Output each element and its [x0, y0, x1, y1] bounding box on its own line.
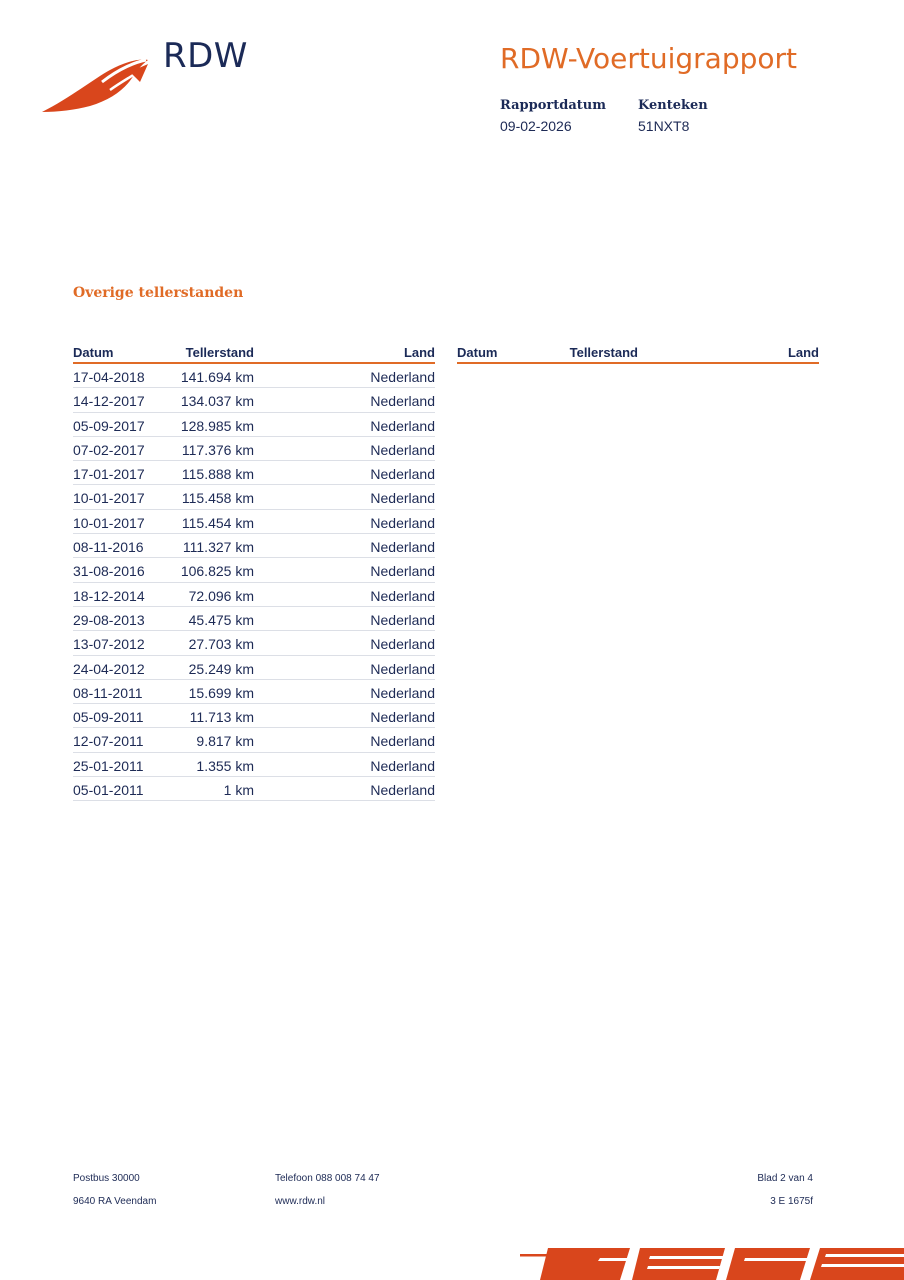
- table-row: [73, 485, 435, 509]
- col-header-date: Datum: [457, 345, 498, 360]
- table-row: [73, 680, 435, 704]
- table-body: [73, 364, 435, 801]
- cell-odometer: 117.376 km: [181, 441, 254, 458]
- cell-odometer: 25.249 km: [188, 660, 254, 677]
- col-header-odometer: Tellerstand: [185, 345, 254, 360]
- cell-odometer: 115.458 km: [181, 490, 254, 507]
- table-row: [73, 510, 435, 534]
- cell-country: Nederland: [370, 417, 435, 434]
- cell-date: 14-12-2017: [73, 393, 145, 410]
- cell-country: Nederland: [370, 466, 435, 483]
- table-row: [73, 728, 435, 752]
- footer-phone: Telefoon 088 008 74 47: [275, 1173, 380, 1184]
- cell-date: 13-07-2012: [73, 636, 145, 653]
- cell-country: Nederland: [370, 611, 435, 628]
- table-row: [73, 413, 435, 437]
- footer-web: www.rdw.nl: [275, 1196, 326, 1207]
- cell-date: 31-08-2016: [73, 563, 145, 580]
- cell-odometer: 1 km: [223, 782, 254, 799]
- plate-label: Kenteken: [638, 98, 708, 113]
- table-row: [73, 461, 435, 485]
- cell-odometer: 9.817 km: [196, 733, 254, 750]
- cell-odometer: 27.703 km: [188, 636, 254, 653]
- table-row: [73, 777, 435, 801]
- odometer-table-right: [457, 345, 819, 364]
- table-row: [73, 534, 435, 558]
- cell-date: 12-07-2011: [73, 733, 144, 750]
- footer-code: 3 E 1675f: [770, 1196, 813, 1207]
- table-row: [73, 583, 435, 607]
- cell-odometer: 111.327 km: [182, 539, 254, 556]
- cell-country: Nederland: [370, 757, 435, 774]
- cell-country: Nederland: [370, 490, 435, 507]
- table-row: [73, 631, 435, 655]
- cell-date: 10-01-2017: [73, 490, 145, 507]
- cell-odometer: 115.454 km: [181, 514, 254, 531]
- section-title: Overige tellerstanden: [73, 285, 244, 301]
- table-header: [73, 345, 435, 364]
- cell-date: 17-04-2018: [73, 369, 145, 385]
- cell-country: Nederland: [370, 441, 435, 458]
- cell-date: 25-01-2011: [73, 757, 144, 774]
- plate-value: 51NXT8: [638, 118, 690, 134]
- cell-odometer: 106.825 km: [180, 563, 254, 580]
- cell-country: Nederland: [370, 684, 435, 701]
- cell-country: Nederland: [370, 514, 435, 531]
- cell-odometer: 15.699 km: [188, 684, 254, 701]
- report-title: RDW-Voertuigrapport: [500, 42, 797, 75]
- table-row: [73, 753, 435, 777]
- cell-date: 05-01-2011: [73, 782, 144, 799]
- report-date-label: Rapportdatum: [500, 98, 606, 113]
- cell-odometer: 45.475 km: [188, 611, 254, 628]
- cell-country: Nederland: [370, 636, 435, 653]
- cell-date: 18-12-2014: [73, 587, 145, 604]
- table-row: [73, 558, 435, 582]
- cell-date: 05-09-2017: [73, 417, 145, 434]
- cell-country: Nederland: [370, 393, 435, 410]
- cell-odometer: 128.985 km: [180, 417, 254, 434]
- cell-odometer: 72.096 km: [188, 587, 254, 604]
- table-row: [73, 388, 435, 412]
- cell-date: 17-01-2017: [73, 466, 145, 483]
- table-row: [73, 607, 435, 631]
- cell-odometer: 11.713 km: [189, 709, 254, 726]
- footer-postbus: Postbus 30000: [73, 1173, 140, 1184]
- cell-date: 08-11-2016: [73, 539, 144, 556]
- footer-page: Blad 2 van 4: [757, 1173, 813, 1184]
- cell-country: Nederland: [370, 539, 435, 556]
- report-date-value: 09-02-2026: [500, 118, 572, 134]
- cell-date: 24-04-2012: [73, 660, 145, 677]
- cell-country: Nederland: [370, 369, 435, 385]
- col-header-date: Datum: [73, 345, 114, 360]
- table-header: [457, 345, 819, 364]
- cell-date: 10-01-2017: [73, 514, 145, 531]
- footer-city: 9640 RA Veendam: [73, 1196, 157, 1207]
- table-row: [73, 437, 435, 461]
- cell-odometer: 115.888 km: [181, 466, 254, 483]
- table-row: [73, 704, 435, 728]
- col-header-country: Land: [403, 345, 435, 360]
- cell-date: 29-08-2013: [73, 611, 145, 628]
- table-row: [73, 656, 435, 680]
- table-row: [73, 364, 435, 388]
- logo-text: RDW: [163, 36, 248, 76]
- col-header-odometer: Tellerstand: [569, 345, 638, 360]
- cell-country: Nederland: [370, 709, 435, 726]
- cell-country: Nederland: [370, 660, 435, 677]
- cell-odometer: 134.037 km: [180, 393, 254, 410]
- odometer-table-left: [73, 345, 435, 801]
- cell-odometer: 1.355 km: [196, 757, 254, 774]
- cell-odometer: 141.694 km: [180, 369, 254, 385]
- col-header-country: Land: [787, 345, 819, 360]
- cell-country: Nederland: [370, 782, 435, 799]
- rdw-stripes-icon: [520, 1244, 904, 1280]
- cell-date: 08-11-2011: [73, 684, 143, 701]
- cell-country: Nederland: [370, 587, 435, 604]
- cell-country: Nederland: [370, 733, 435, 750]
- cell-date: 05-09-2011: [73, 709, 144, 726]
- cell-country: Nederland: [370, 563, 435, 580]
- cell-date: 07-02-2017: [73, 441, 145, 458]
